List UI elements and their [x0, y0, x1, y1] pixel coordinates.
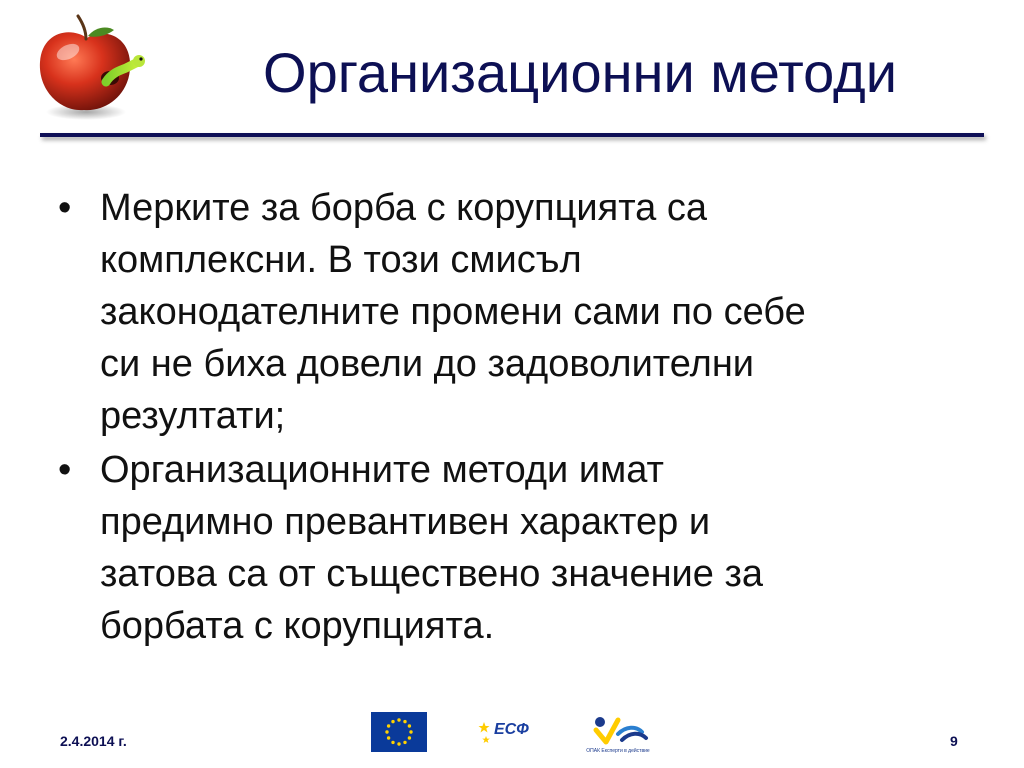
slide-title: Организационни методи — [263, 41, 897, 104]
title-divider — [40, 133, 984, 137]
bullet-line: Мерките за борба с корупцията са — [100, 187, 707, 229]
bullet-line: предимно превантивен характер и — [100, 501, 711, 543]
bullet-line: законодателните промени сами по себе — [100, 291, 806, 333]
footer-date: 2.4.2014 г. — [60, 733, 127, 749]
bullet-marker: • — [58, 187, 72, 229]
bullet-line: затова са от съществено значение за — [100, 553, 764, 595]
bullet-line: борбата с корупцията. — [100, 605, 495, 647]
opak-caption: ОПАК Експерти в действие — [586, 748, 650, 754]
esf-logo-icon — [476, 712, 532, 752]
esf-logo-text: ЕСФ — [494, 721, 529, 738]
page-number: 9 — [950, 733, 958, 749]
bullet-line: си не биха довели до задоволителни — [100, 343, 755, 385]
bullet-line: комплексни. В този смисъл — [100, 239, 582, 281]
bullet-line: резултати; — [100, 395, 286, 437]
apple-worm-icon — [30, 12, 148, 124]
bullet-line: Организационните методи имат — [100, 449, 664, 491]
bullet-marker: • — [58, 449, 72, 491]
opak-logo-icon — [578, 712, 658, 756]
eu-flag-icon — [371, 712, 427, 752]
